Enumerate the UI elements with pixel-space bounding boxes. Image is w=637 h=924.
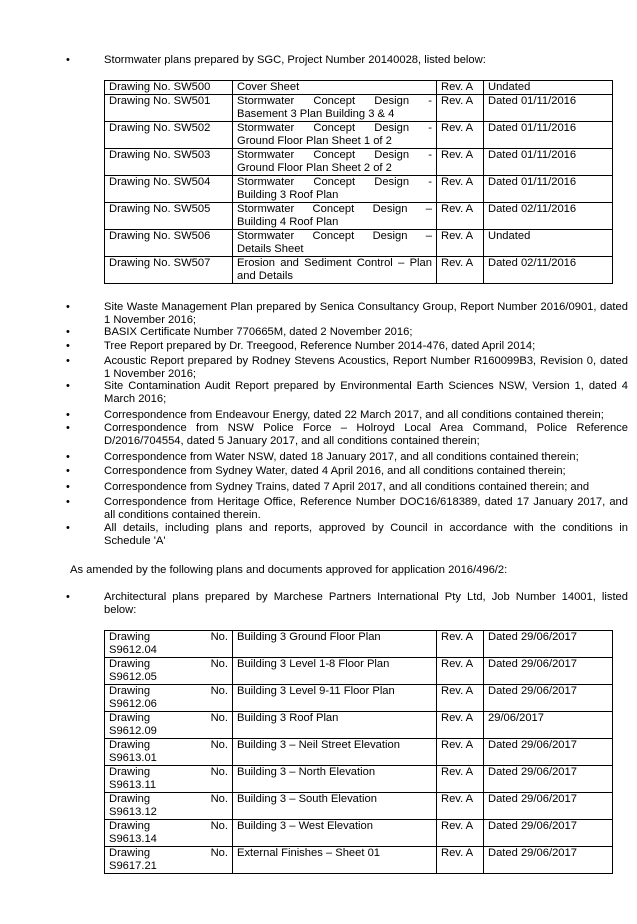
drawing-title-cell (233, 176, 437, 203)
drawing-number-cell (105, 631, 233, 658)
drawing-number-cell (105, 766, 233, 793)
drawing-title-line: Stormwater Concept Design - (237, 149, 432, 161)
drawing-number-cell: Drawing No. SW502 (105, 122, 233, 149)
list-item (66, 451, 628, 464)
drawing-title-cell: Building 3 Level 9-11 Floor Plan (233, 685, 437, 712)
stormwater-plans-table (104, 80, 613, 284)
drawing-title-cell: Building 3 Ground Floor Plan (233, 631, 437, 658)
table-row (105, 203, 613, 230)
date-cell: Dated 29/06/2017 (484, 847, 613, 874)
list-item (66, 301, 628, 327)
revision-cell: Rev. A (437, 203, 484, 230)
drawing-number-cell: Drawing No. SW506 (105, 230, 233, 257)
bullet-text: Architectural plans prepared by Marchese Partners International Pty Ltd, Job Number 14001, listed below: (104, 591, 628, 616)
bullet-dot: • (66, 481, 70, 493)
date-cell: Dated 01/11/2016 (484, 122, 613, 149)
bullet-dot: • (66, 451, 70, 463)
drawing-number-cell (105, 739, 233, 766)
list-item (66, 496, 628, 522)
drawing-number-line (109, 820, 228, 833)
drawing-number-line (109, 658, 228, 671)
bullet-dot: • (66, 409, 70, 421)
drawing-number-line (109, 793, 228, 806)
table-row (105, 658, 613, 685)
drawing-number-value: S9613.01 (109, 752, 157, 764)
revision-cell: Rev. A (437, 257, 484, 284)
date-cell: Dated 01/11/2016 (484, 176, 613, 203)
drawing-number-cell (105, 793, 233, 820)
date-cell: Dated 29/06/2017 (484, 658, 613, 685)
drawing-number-line (109, 685, 228, 698)
drawing-title-cell: Building 3 – South Elevation (233, 793, 437, 820)
drawing-title-cell: External Finishes – Sheet 01 (233, 847, 437, 874)
drawing-word: Drawing (109, 712, 151, 724)
bullet-dot: • (66, 355, 70, 367)
drawing-number-line (109, 712, 228, 725)
bullet-architectural-intro (66, 591, 628, 617)
table-row (105, 257, 613, 284)
table-row (105, 230, 613, 257)
table-row (105, 739, 613, 766)
drawing-number-cell: Drawing No. SW500 (105, 81, 233, 95)
drawing-number-line (109, 766, 228, 779)
revision-cell: Rev. A (437, 847, 484, 874)
revision-cell: Rev. A (437, 122, 484, 149)
revision-cell: Rev. A (437, 712, 484, 739)
table-row (105, 766, 613, 793)
bullet-dot: • (66, 522, 70, 534)
revision-cell: Rev. A (437, 230, 484, 257)
table-row (105, 176, 613, 203)
bullet-text: Site Contamination Audit Report prepared by Environmental Earth Sciences NSW, Version 1, dated 4 March 2016; (104, 380, 628, 405)
revision-cell: Rev. A (437, 820, 484, 847)
drawing-number-value: S9613.11 (109, 779, 157, 791)
drawing-title-line: Cover Sheet (237, 81, 300, 93)
list-item (66, 340, 628, 353)
bullet-text: BASIX Certificate Number 770665M, dated 2 November 2016; (104, 326, 413, 338)
drawing-title-line: Building 3 Roof Plan (237, 189, 339, 201)
drawing-number-line (109, 631, 228, 644)
drawing-title-cell: Building 3 – West Elevation (233, 820, 437, 847)
drawing-number-value: S9613.12 (109, 806, 157, 818)
list-item (66, 481, 628, 494)
date-cell: Dated 29/06/2017 (484, 766, 613, 793)
table-row (105, 95, 613, 122)
date-cell: Dated 01/11/2016 (484, 149, 613, 176)
amended-paragraph: As amended by the following plans and documents approved for application 2016/496/2: (70, 564, 508, 576)
date-cell: Dated 29/06/2017 (484, 793, 613, 820)
drawing-no-word: No. (210, 685, 228, 697)
table-row (105, 712, 613, 739)
date-cell: Dated 29/06/2017 (484, 739, 613, 766)
drawing-title-line: Ground Floor Plan Sheet 1 of 2 (237, 135, 392, 147)
drawing-number-value: S9612.04 (109, 644, 157, 656)
drawing-number-value: S9612.06 (109, 698, 157, 710)
drawing-title-cell (233, 81, 437, 95)
drawing-number-cell (105, 847, 233, 874)
drawing-no-word: No. (210, 766, 228, 778)
bullet-stormwater-intro (66, 54, 628, 67)
bullet-dot: • (66, 380, 70, 392)
list-item (66, 465, 628, 478)
revision-cell: Rev. A (437, 95, 484, 122)
revision-cell: Rev. A (437, 766, 484, 793)
drawing-no-word: No. (210, 820, 228, 832)
drawing-word: Drawing (109, 739, 151, 751)
table-row (105, 149, 613, 176)
revision-cell: Rev. A (437, 739, 484, 766)
drawing-number-cell (105, 658, 233, 685)
date-cell: Dated 01/11/2016 (484, 95, 613, 122)
drawing-title-line: Stormwater Concept Design - (237, 122, 432, 134)
drawing-no-word: No. (210, 631, 228, 643)
revision-cell: Rev. A (437, 176, 484, 203)
bullet-text: Correspondence from Heritage Office, Reference Number DOC16/618389, dated 17 January 2017, and all conditions contained therein. (104, 496, 628, 521)
bullet-text: Acoustic Report prepared by Rodney Stevens Acoustics, Report Number R160099B3, Revision 0, dated 1 November 2016; (104, 355, 628, 380)
drawing-title-cell (233, 230, 437, 257)
date-cell: Undated (484, 230, 613, 257)
bullet-dot: • (66, 54, 70, 66)
drawing-title-cell: Building 3 Level 1-8 Floor Plan (233, 658, 437, 685)
drawing-title-cell (233, 149, 437, 176)
drawing-title-line: Stormwater Concept Design – (237, 230, 432, 242)
drawing-title-cell (233, 95, 437, 122)
table-row (105, 122, 613, 149)
date-cell: Dated 02/11/2016 (484, 257, 613, 284)
list-item (66, 380, 628, 406)
drawing-no-word: No. (210, 793, 228, 805)
drawing-title-line: Stormwater Concept Design - (237, 176, 432, 188)
drawing-title-line: Ground Floor Plan Sheet 2 of 2 (237, 162, 392, 174)
bullet-text: Correspondence from Endeavour Energy, dated 22 March 2017, and all conditions contained therein; (104, 409, 604, 421)
drawing-word: Drawing (109, 658, 151, 670)
drawing-number-value: S9617.21 (109, 860, 157, 872)
architectural-plans-table (104, 630, 613, 874)
revision-cell: Rev. A (437, 658, 484, 685)
drawing-title-cell: Building 3 Roof Plan (233, 712, 437, 739)
drawing-number-cell: Drawing No. SW505 (105, 203, 233, 230)
date-cell: 29/06/2017 (484, 712, 613, 739)
list-item (66, 522, 628, 548)
drawing-number-cell: Drawing No. SW503 (105, 149, 233, 176)
bullet-dot: • (66, 465, 70, 477)
bullet-text: Correspondence from NSW Police Force – Holroyd Local Area Command, Police Reference D/2016/704554, dated 5 January 2017, and all conditions contained therein; (104, 422, 628, 447)
list-item (66, 326, 628, 339)
bullet-dot: • (66, 591, 70, 603)
drawing-number-cell: Drawing No. SW507 (105, 257, 233, 284)
date-cell: Undated (484, 81, 613, 95)
date-cell: Dated 29/06/2017 (484, 631, 613, 658)
drawing-no-word: No. (210, 739, 228, 751)
bullet-text: Correspondence from Sydney Trains, dated 7 April 2017, and all conditions contained therein; and (104, 481, 590, 493)
drawing-no-word: No. (210, 712, 228, 724)
bullet-dot: • (66, 422, 70, 434)
bullet-text: Tree Report prepared by Dr. Treegood, Reference Number 2014-476, dated April 2014; (104, 340, 536, 352)
drawing-title-cell (233, 257, 437, 284)
drawing-number-value: S9613.14 (109, 833, 157, 845)
list-item (66, 422, 628, 448)
drawing-title-cell: Building 3 – Neil Street Elevation (233, 739, 437, 766)
drawing-number-line (109, 739, 228, 752)
drawing-number-cell: Drawing No. SW501 (105, 95, 233, 122)
bullet-text: Correspondence from Sydney Water, dated 4 April 2016, and all conditions contained therein; (104, 465, 566, 477)
drawing-number-value: S9612.05 (109, 671, 157, 683)
drawing-word: Drawing (109, 685, 151, 697)
drawing-number-cell: Drawing No. SW504 (105, 176, 233, 203)
drawing-title-cell (233, 122, 437, 149)
table-row (105, 793, 613, 820)
drawing-title-line: Stormwater Concept Design - (237, 95, 432, 107)
drawing-title-line: Erosion and Sediment Control – Plan (237, 257, 432, 269)
drawing-no-word: No. (210, 847, 228, 859)
drawing-title-line: Details Sheet (237, 243, 304, 255)
revision-cell: Rev. A (437, 149, 484, 176)
drawing-word: Drawing (109, 847, 151, 859)
drawing-title-line: and Details (237, 270, 293, 282)
drawing-word: Drawing (109, 793, 151, 805)
list-item (66, 409, 628, 422)
table-row (105, 631, 613, 658)
bullet-text: Site Waste Management Plan prepared by Senica Consultancy Group, Report Number 2016/0901, dated 1 November 2016; (104, 301, 628, 326)
drawing-number-line (109, 847, 228, 860)
revision-cell: Rev. A (437, 793, 484, 820)
drawing-number-cell (105, 820, 233, 847)
date-cell: Dated 02/11/2016 (484, 203, 613, 230)
drawing-number-cell (105, 685, 233, 712)
drawing-word: Drawing (109, 820, 151, 832)
drawing-number-cell (105, 712, 233, 739)
drawing-title-line: Basement 3 Plan Building 3 & 4 (237, 108, 395, 120)
bullet-dot: • (66, 301, 70, 313)
bullet-text: All details, including plans and reports, approved by Council in accordance with the conditions in Schedule 'A' (104, 522, 628, 547)
revision-cell: Rev. A (437, 81, 484, 95)
revision-cell: Rev. A (437, 631, 484, 658)
drawing-number-value: S9612.09 (109, 725, 157, 737)
date-cell: Dated 29/06/2017 (484, 820, 613, 847)
drawing-title-line: Stormwater Concept Design – (237, 203, 432, 215)
drawing-title-cell: Building 3 – North Elevation (233, 766, 437, 793)
bullet-dot: • (66, 496, 70, 508)
drawing-title-line: Building 4 Roof Plan (237, 216, 339, 228)
bullet-dot: • (66, 326, 70, 338)
drawing-word: Drawing (109, 631, 151, 643)
table-row (105, 847, 613, 874)
drawing-title-cell (233, 203, 437, 230)
revision-cell: Rev. A (437, 685, 484, 712)
table-row (105, 820, 613, 847)
bullet-text: Correspondence from Water NSW, dated 18 January 2017, and all conditions contained therein; (104, 451, 579, 463)
drawing-word: Drawing (109, 766, 151, 778)
bullet-text: Stormwater plans prepared by SGC, Project Number 20140028, listed below: (104, 54, 486, 66)
list-item (66, 355, 628, 381)
table-row (105, 685, 613, 712)
date-cell: Dated 29/06/2017 (484, 685, 613, 712)
bullet-dot: • (66, 340, 70, 352)
drawing-no-word: No. (210, 658, 228, 670)
table-row (105, 81, 613, 95)
